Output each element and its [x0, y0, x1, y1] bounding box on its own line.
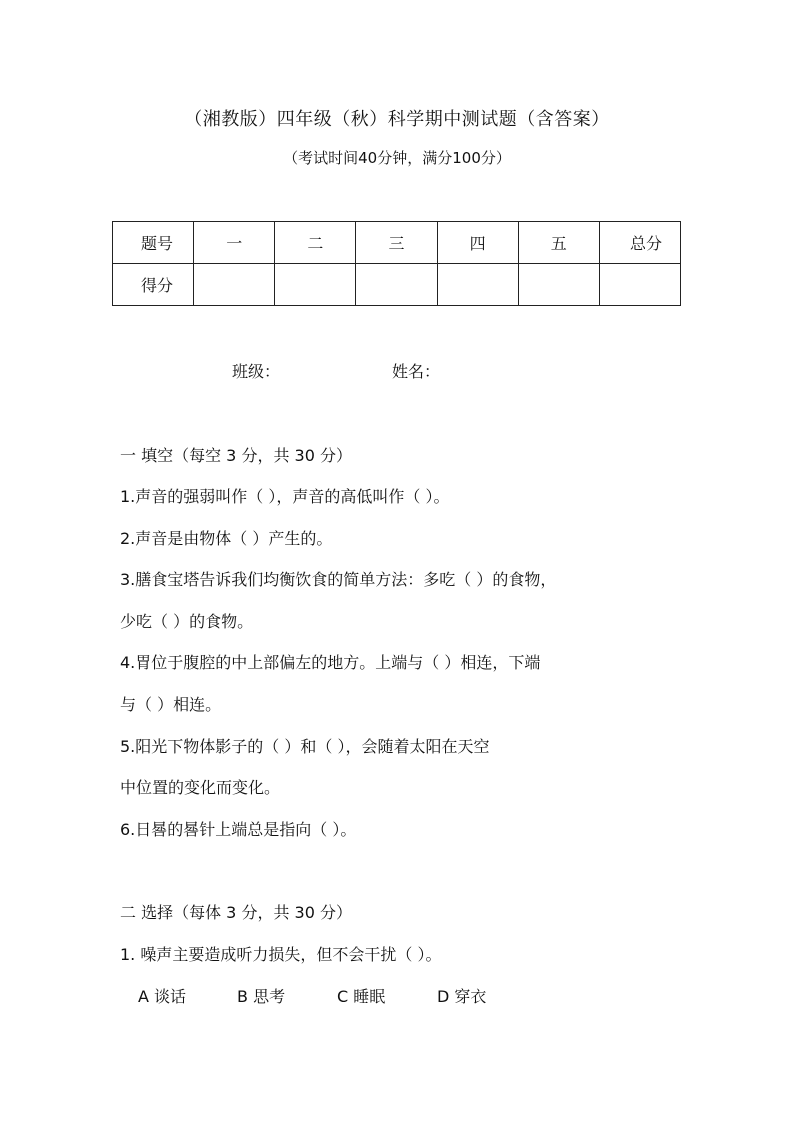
score-cell[interactable] — [194, 264, 275, 306]
score-row-label: 得分 — [113, 264, 194, 306]
score-table-header-cell: 一 — [194, 222, 275, 264]
class-label: 班级： — [232, 362, 281, 381]
question-line: 3.膳食宝塔告诉我们均衡饮食的简单方法：多吃（ ）的食物， — [120, 570, 557, 589]
question-line: 4.胃位于腹腔的中上部偏左的地方。上端与（ ）相连，下端 — [120, 653, 541, 672]
exam-info: （考试时间40分钟，满分100分） — [283, 149, 511, 167]
score-cell[interactable] — [437, 264, 518, 306]
score-table-header-cell: 题号 — [113, 222, 194, 264]
section-1-heading: 一 填空（每空 3 分，共 30 分） — [120, 446, 352, 465]
score-cell[interactable] — [599, 264, 680, 306]
question-line: 6.日晷的晷针上端总是指向（ ）。 — [120, 820, 357, 839]
question-line: 中位置的变化而变化。 — [120, 778, 281, 797]
question-line: 2.声音是由物体（ ）产生的。 — [120, 529, 333, 548]
score-table-score-row — [113, 264, 681, 306]
question-line: 少吃（ ）的食物。 — [120, 612, 254, 631]
option-a: A 谈话 — [138, 987, 187, 1006]
score-table-header-cell: 二 — [275, 222, 356, 264]
score-table-header-cell: 三 — [356, 222, 437, 264]
score-cell[interactable] — [518, 264, 599, 306]
score-table-header-cell: 四 — [437, 222, 518, 264]
page-title: （湘教版）四年级（秋）科学期中测试题（含答案） — [184, 109, 610, 130]
score-table-header-row — [113, 222, 681, 264]
score-table — [112, 221, 681, 306]
score-table-header-cell: 五 — [518, 222, 599, 264]
score-cell[interactable] — [356, 264, 437, 306]
question-line: 与（ ）相连。 — [120, 695, 222, 714]
score-cell[interactable] — [275, 264, 356, 306]
section-2-heading: 二 选择（每体 3 分，共 30 分） — [120, 903, 352, 922]
question-line: 1.声音的强弱叫作（ ），声音的高低叫作（ ）。 — [120, 487, 450, 506]
question-line: 5.阳光下物体影子的（ ）和（ ），会随着太阳在天空 — [120, 737, 490, 756]
option-c: C 睡眠 — [337, 987, 386, 1006]
option-d: D 穿衣 — [437, 987, 487, 1006]
option-b: B 思考 — [237, 987, 286, 1006]
score-table-header-cell: 总分 — [599, 222, 680, 264]
question-line: 1. 噪声主要造成听力损失，但不会干扰（ ）。 — [120, 945, 442, 964]
name-label: 姓名： — [392, 362, 441, 381]
